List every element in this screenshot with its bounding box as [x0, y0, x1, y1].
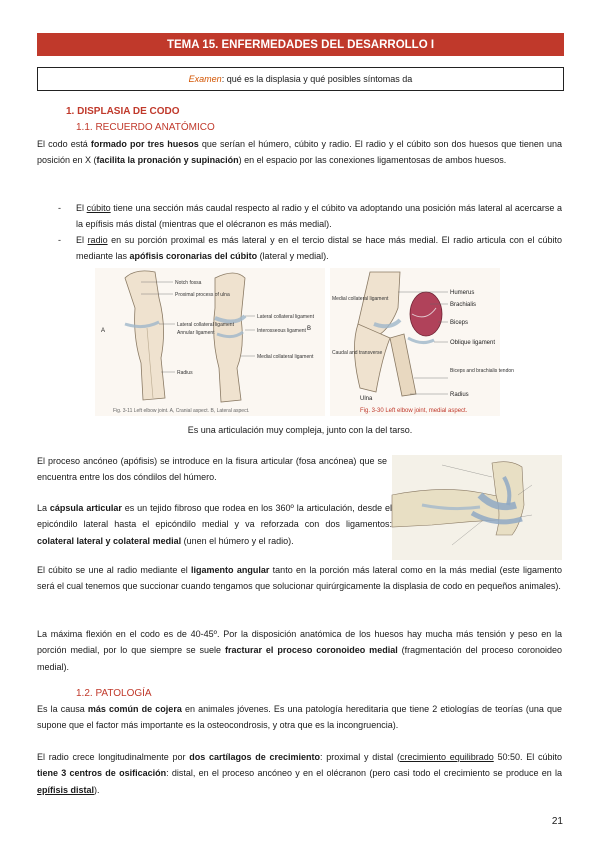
fig2-label: Caudal and transverse	[332, 350, 383, 356]
fig2-label: Radius	[450, 392, 469, 398]
paragraph-2: El proceso ancóneo (apófisis) se introduce en la fisura articular (fosa ancónea) que se encuentra entre los dos cóndilos del húmero.	[37, 456, 387, 483]
fig2-label: Biceps	[450, 320, 469, 326]
fig1-label: Interosseous ligament	[257, 328, 306, 334]
paragraph-1: El codo está formado por tres huesos que serían el húmero, cúbito y radio. El radio y el cúbito son dos huesos que tienen una posición en X (facilita la pronación y supinación) en el espacio por las conexiones ligamentosas de ambos huesos.	[37, 139, 562, 166]
fig1-label: Radius	[177, 370, 193, 376]
elbow-anatomy-figure-left	[95, 268, 325, 416]
exam-text: : qué es la displasia y qué posibles síntomas da	[221, 74, 413, 84]
bullet-dash: -	[58, 235, 61, 245]
paragraph-4: El cúbito se une al radio mediante el ligamento angular tanto en la porción más lateral como en la más medial (este ligamento será el cual tenemos que succionar cuando tengamos que solucionar quirúrgicamente la displasia de codo en pequeños animales).	[37, 565, 562, 592]
fig2-label: Ulna	[360, 396, 373, 402]
section-title: 1. DISPLASIA DE CODO	[66, 106, 180, 117]
fig1-label: Notch fossa	[175, 280, 202, 286]
paragraph-3: La cápsula articular es un tejido fibroso que rodea en los 360º la articulación, desde el epicóndilo lateral hasta el epicóndilo medial y va reforzada con dos ligamentos: colateral lateral y colateral medial (unen el húmero y el radio).	[37, 503, 392, 546]
fig1-label: Annular ligament	[177, 330, 215, 336]
page-number: 21	[551, 816, 563, 827]
elbow-ligament-figure	[392, 455, 562, 560]
bullet-ulna: El cúbito tiene una sección más caudal respecto al radio y el cúbito va adoptando una posición más lateral al acercarse a la epífisis más distal (mientras que el olécranon es más medial).	[76, 203, 562, 230]
fig1-letter-a: A	[101, 328, 106, 334]
exam-label: Examen	[188, 74, 222, 84]
fig2-label: Brachialis	[450, 302, 477, 308]
bullet-radius: El radio en su porción proximal es más lateral y en el tercio distal se hace más medial. El radio articula con el cúbito mediante las apófisis coronarias del cúbito (lateral y medial).	[76, 235, 562, 262]
fig2-label: Oblique ligament	[450, 340, 496, 346]
fig1-caption: Fig. 3-11 Left elbow joint. A, Cranial aspect. B, Lateral aspect.	[113, 408, 250, 414]
paragraph-5: La máxima flexión en el codo es de 40-45º. Por la disposición anatómica de los huesos hay mucha más tensión y peso en la porción medial, por lo que siempre se suele fracturar el proceso coronoideo medial (fragmentación del proceso coronoideo medial).	[37, 629, 562, 672]
fig2-label: Humerus	[450, 290, 475, 296]
paragraph-6: Es la causa más común de cojera en animales jóvenes. Es una patología hereditaria que tiene 2 etiologías de teorías (una que supone que el factor más importante es la osteocondrosis, y otra que es la incongruencia).	[37, 704, 562, 731]
fig2-caption: Fig. 3-30 Left elbow joint, medial aspect.	[360, 408, 468, 414]
fig1-label: Lateral collateral ligament	[257, 314, 314, 320]
fig1-label: Medial collateral ligament	[257, 354, 314, 360]
fig1-letter-b: B	[307, 326, 312, 332]
figure-caption: Es una articulación muy compleja, junto con la del tarso.	[187, 425, 413, 435]
subsection-title: 1.2. PATOLOGÍA	[76, 688, 152, 699]
bullet-dash: -	[58, 203, 61, 213]
paragraph-7: El radio crece longitudinalmente por dos cartílagos de crecimiento: proximal y distal (crecimiento equilibrado 50:50. El cúbito tiene 3 centros de osificación: distal, en el proceso ancóneo y en el olécranon (pero casi todo el crecimiento se produce en la epífisis distal).	[37, 752, 563, 795]
fig1-label: Lateral collateral ligament	[177, 322, 234, 328]
fig1-label: Proximal process of ulna	[175, 292, 230, 298]
exam-box	[37, 67, 564, 91]
fig2-label: Biceps and brachialis tendon	[450, 368, 514, 374]
subsection-title: 1.1. RECUERDO ANATÓMICO	[76, 122, 215, 133]
page-title: TEMA 15. ENFERMEDADES DEL DESARROLLO I	[37, 33, 564, 56]
fig2-label: Medial collateral ligament	[332, 296, 389, 302]
elbow-anatomy-figure-right	[330, 268, 514, 416]
